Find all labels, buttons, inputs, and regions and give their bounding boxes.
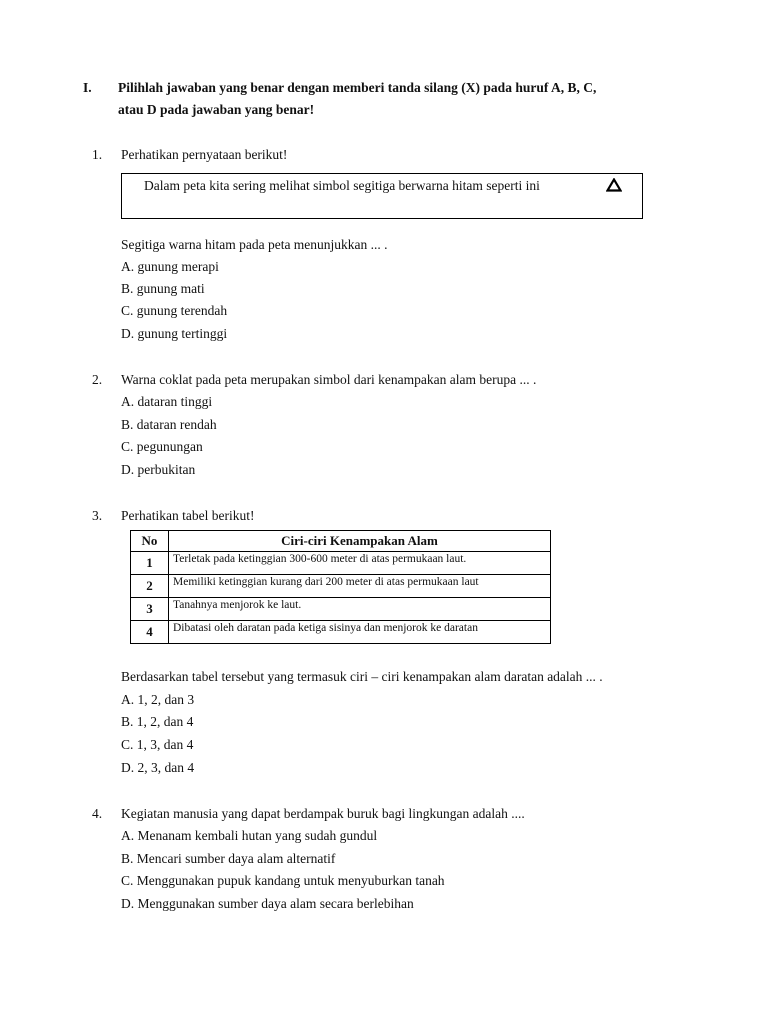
row-description: Terletak pada ketinggian 300-600 meter di atas permukaan laut. [169, 552, 551, 575]
option-c[interactable]: C. 1, 3, dan 4 [121, 737, 194, 752]
option-d[interactable]: D. gunung tertinggi [121, 326, 228, 341]
option-a[interactable]: A. dataran tinggi [121, 394, 213, 409]
question-prompt: Warna coklat pada peta merupakan simbol dari kenampakan alam berupa ... . [121, 372, 537, 387]
option-b[interactable]: B. dataran rendah [121, 417, 217, 432]
row-number: 4 [131, 621, 169, 644]
table-row [131, 552, 551, 575]
option-d[interactable]: D. Menggunakan sumber daya alam secara berlebihan [121, 896, 414, 911]
question-prompt: Perhatikan tabel berikut! [121, 508, 255, 523]
table-header-row [131, 531, 551, 552]
row-number: 2 [131, 575, 169, 598]
question-prompt: Perhatikan pernyataan berikut! [121, 147, 288, 162]
features-table [130, 530, 551, 644]
option-a[interactable]: A. 1, 2, dan 3 [121, 692, 195, 707]
triangle-icon [606, 178, 622, 197]
statement-box [121, 173, 643, 219]
row-description: Tanahnya menjorok ke laut. [169, 598, 551, 621]
question-number: 1. [92, 147, 103, 162]
instruction-line-2: atau D pada jawaban yang benar! [118, 102, 315, 117]
row-number: 3 [131, 598, 169, 621]
question-text: Berdasarkan tabel tersebut yang termasuk ciri – ciri kenampakan alam daratan adalah ... . [121, 669, 603, 684]
row-number: 1 [131, 552, 169, 575]
table-row [131, 575, 551, 598]
option-d[interactable]: D. perbukitan [121, 462, 196, 477]
option-a[interactable]: A. Menanam kembali hutan yang sudah gundul [121, 828, 378, 843]
row-description: Memiliki ketinggian kurang dari 200 meter di atas permukaan laut [169, 575, 551, 598]
option-b[interactable]: B. Mencari sumber daya alam alternatif [121, 851, 336, 866]
option-a[interactable]: A. gunung merapi [121, 259, 219, 274]
question-prompt: Kegiatan manusia yang dapat berdampak buruk bagi lingkungan adalah .... [121, 806, 525, 821]
section-number: I. [83, 80, 92, 95]
statement-text: Dalam peta kita sering melihat simbol segitiga berwarna hitam seperti ini [144, 178, 540, 193]
question-number: 4. [92, 806, 103, 821]
question-text: Segitiga warna hitam pada peta menunjukkan ... . [121, 237, 388, 252]
table-row [131, 621, 551, 644]
option-c[interactable]: C. Menggunakan pupuk kandang untuk menyuburkan tanah [121, 873, 445, 888]
table-row [131, 598, 551, 621]
option-c[interactable]: C. gunung terendah [121, 303, 228, 318]
option-d[interactable]: D. 2, 3, dan 4 [121, 760, 195, 775]
question-number: 3. [92, 508, 103, 523]
table-header-features: Ciri-ciri Kenampakan Alam [169, 531, 551, 552]
table-header-no: No [131, 531, 169, 552]
row-description: Dibatasi oleh daratan pada ketiga sisinya dan menjorok ke daratan [169, 621, 551, 644]
option-b[interactable]: B. 1, 2, dan 4 [121, 714, 194, 729]
instruction-line-1: Pilihlah jawaban yang benar dengan memberi tanda silang (X) pada huruf A, B, C, [118, 80, 597, 95]
option-b[interactable]: B. gunung mati [121, 281, 205, 296]
question-number: 2. [92, 372, 103, 387]
option-c[interactable]: C. pegunungan [121, 439, 203, 454]
